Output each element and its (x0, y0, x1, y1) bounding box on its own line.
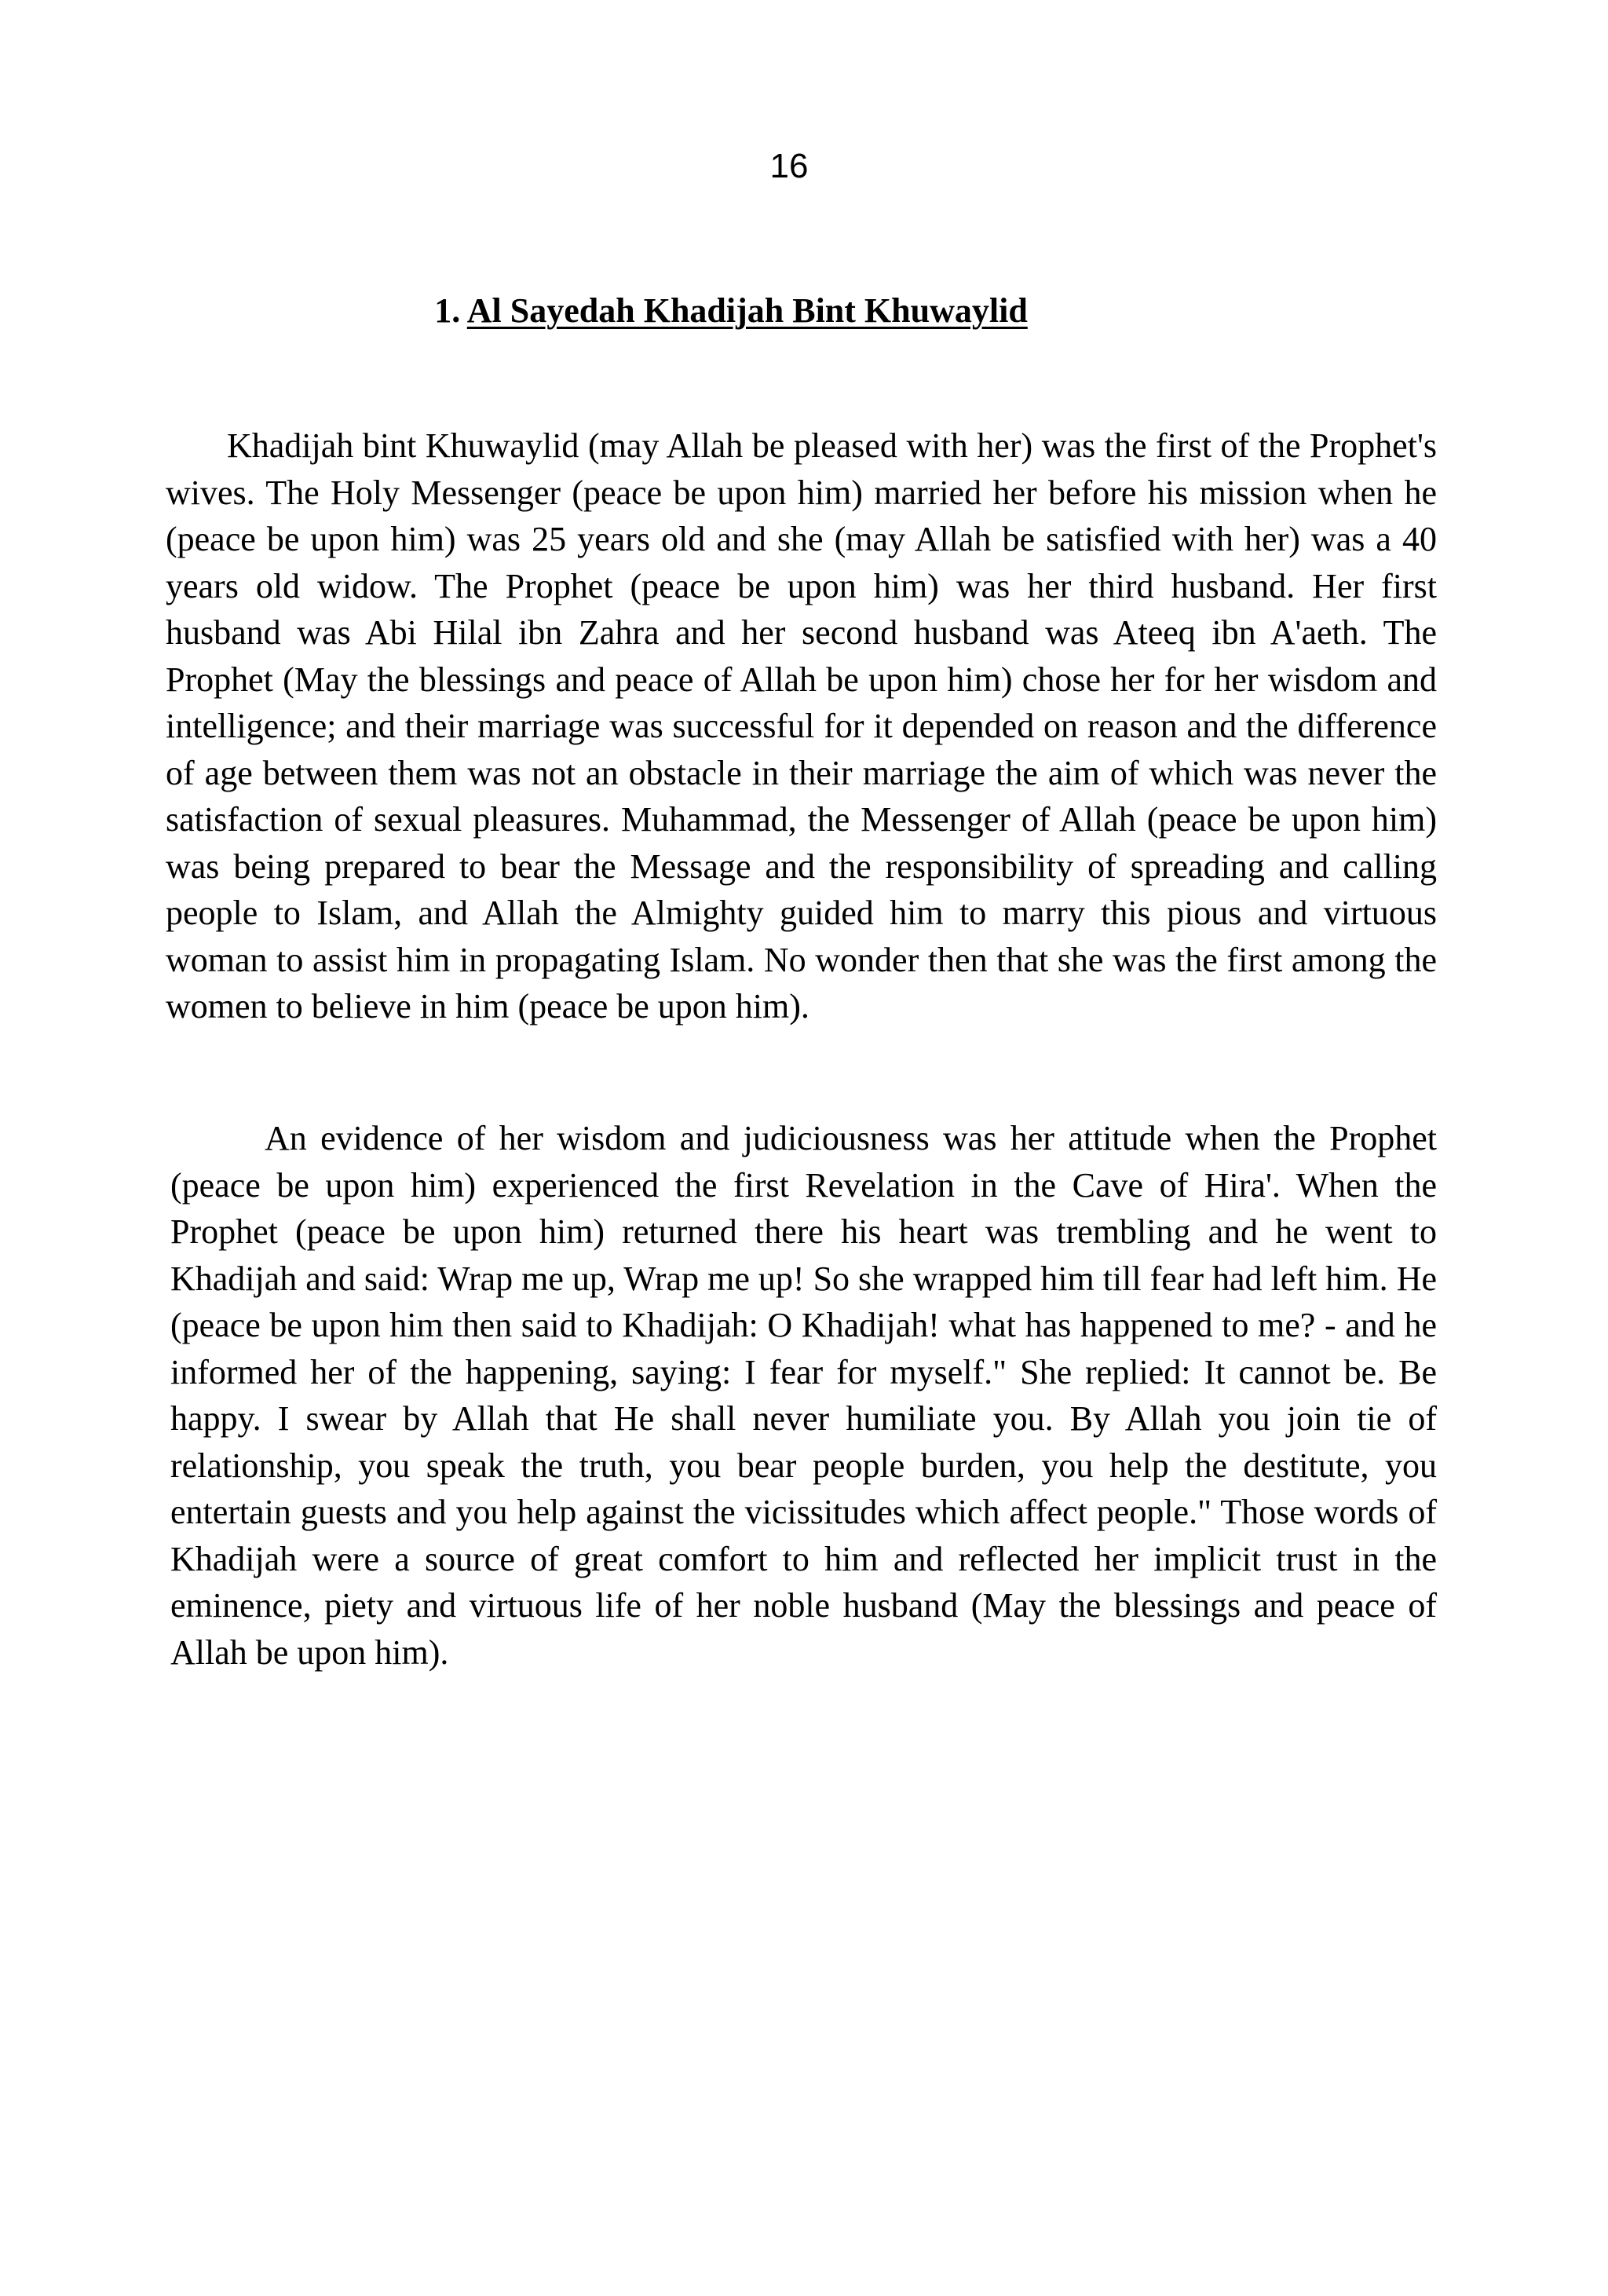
section-heading (0, 287, 1462, 335)
heading-number: 1. (434, 291, 461, 330)
heading-title: Al Sayedah Khadijah Bint Khuwaylid (466, 291, 1028, 330)
body-paragraph-1: Khadijah bint Khuwaylid (may Allah be pleased with her) was the first of the Prophet's wives. The Holy Messenger (peace be upon him) married her before his mission when he (peace be upon him) was 25 years old and she (may Allah be satisfied with her) was a 40 years old widow. The Prophet (peace be upon him) was her third husband. Her first husband was Abi Hilal ibn Zahra and her second husband was Ateeq ibn A'aeth. The Prophet (May the blessings and peace of Allah be upon him) chose her for her wisdom and intelligence; and their marriage was successful for it depended on reason and the difference of age between them was not an obstacle in their marriage the aim of which was never the satisfaction of sexual pleasures. Muhammad, the Messenger of Allah (peace be upon him) was being prepared to bear the Message and the responsibility of spreading and calling people to Islam, and Allah the Almighty guided him to marry this pious and virtuous woman to assist him in propagating Islam. No wonder then that she was the first among the women to believe in him (peace be upon him). (166, 426, 1437, 1026)
page-number: 16 (769, 147, 809, 185)
body-paragraph-2: An evidence of her wisdom and judiciousness was her attitude when the Prophet (peace be upon him) experienced the first Revelation in the Cave of Hira'. When the Prophet (peace be upon him) returned there his heart was trembling and he went to Khadijah and said: Wrap me up, Wrap me up! So she wrapped him till fear had left him. He (peace be upon him then said to Khadijah: O Khadijah! what has happened to me? - and he informed her of the happening, saying: I fear for myself." She replied: It cannot be. Be happy. I swear by Allah that He shall never humiliate you. By Allah you join tie of relationship, you speak the truth, you bear people burden, you help the destitute, you entertain guests and you help against the vicissitudes which affect people." Those words of Khadijah were a source of great comfort to him and reflected her implicit trust in the eminence, piety and virtuous life of her noble husband (May the blessings and peace of Allah be upon him). (170, 1119, 1437, 1672)
